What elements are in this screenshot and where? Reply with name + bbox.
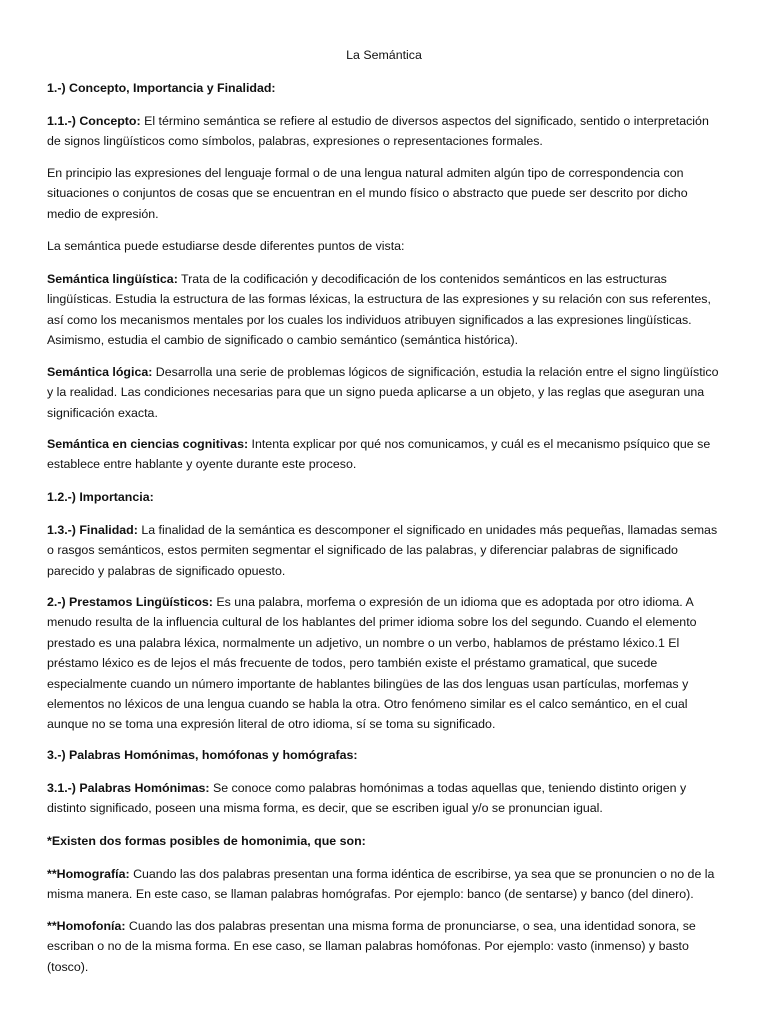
paragraph-finalidad: 1.3.-) Finalidad: La finalidad de la semántica es descomponer el significado en unidades más pequeñas, llamadas semas o rasgos semánticos, estos permiten segmentar el significado de las palabras, y diferenciar palabras de significado parecido y palabras de significado opuesto.	[47, 523, 718, 578]
paragraph-palabras-homonimas: 3.1.-) Palabras Homónimas: Se conoce como palabras homónimas a todas aquellas que, teniendo distinto origen y distinto significado, poseen una misma forma, es decir, que se escriben igual y/o se pronuncian igual.	[47, 781, 687, 816]
paragraph-semantica-logica: Semántica lógica: Desarrolla una serie de problemas lógicos de significación, estudia la relación entre el signo lingüístico y la realidad. Las condiciones necesarias para que un signo pueda aplicarse a un objeto, y las reglas que aseguran una significación exacta.	[47, 365, 719, 420]
heading-concepto-importancia-finalidad: 1.-) Concepto, Importancia y Finalidad:	[47, 81, 276, 95]
paragraph-semantica-linguistica: Semántica lingüística: Trata de la codificación y decodificación de los contenidos semánticos en las estructuras lingüísticas. Estudia la estructura de las formas léxicas, la estructura de las expresiones y su relación con sus referentes, así como los mecanismos mentales por los cuales los individuos atribuyen significados a las expresiones lingüísticas. Asimismo, estudia el cambio de significado o cambio semántico (semántica histórica).	[47, 272, 711, 348]
paragraph-prestamos-linguisticos: 2.-) Prestamos Lingüísticos: Es una palabra, morfema o expresión de un idioma que es adoptada por otro idioma. A menudo resulta de la influencia cultural de los hablantes del primer idioma sobre los del segundo. Cuando el elemento prestado es una palabra léxica, normalmente un adjetivo, un nombre o un verbo, hablamos de préstamo léxico.1 El préstamo léxico es de lejos el más frecuente de todos, pero también existe el préstamo gramatical, que sucede especialmente cuando un número importante de hablantes bilingües de las dos lenguas usan partículas, morfemas y elementos no léxicos de una lengua cuando se habla la otra. Otro fenómeno similar es el calco semántico, en el cual aunque no se toma una expresión literal de otro idioma, sí se toma su significado.	[47, 595, 697, 732]
heading-importancia: 1.2.-) Importancia:	[47, 490, 154, 504]
paragraph-principio: En principio las expresiones del lenguaje formal o de una lengua natural admiten algún tipo de correspondencia con situaciones o conjuntos de cosas que se encuentran en el mundo físico o abstracto que puede ser descrito por dicho medio de expresión.	[47, 166, 688, 221]
paragraph-semantica-cognitivas: Semántica en ciencias cognitivas: Intenta explicar por qué nos comunicamos, y cuál es el mecanismo psíquico que se establece entre hablante y oyente durante este proceso.	[47, 437, 711, 472]
paragraph-homografia: **Homografía: Cuando las dos palabras presentan una forma idéntica de escribirse, ya sea que se pronuncien o no de la misma manera. En este caso, se llaman palabras homógrafas. Por ejemplo: banco (de sentarse) y banco (del dinero).	[47, 867, 715, 902]
paragraph-concepto: 1.1.-) Concepto: El término semántica se refiere al estudio de diversos aspectos del significado, sentido o interpretación de signos lingüísticos como símbolos, palabras, expresiones o representaciones formales.	[47, 114, 709, 149]
paragraph-homofonia: **Homofonía: Cuando las dos palabras presentan una misma forma de pronunciarse, o sea, una identidad sonora, se escriban o no de la misma forma. En ese caso, se llaman palabras homófonas. Por ejemplo: vasto (inmenso) y basto (tosco).	[47, 919, 696, 974]
document-title: La Semántica	[346, 48, 422, 62]
heading-palabras-homonimas: 3.-) Palabras Homónimas, homófonas y homógrafas:	[47, 748, 358, 762]
paragraph-puntos-de-vista: La semántica puede estudiarse desde diferentes puntos de vista:	[47, 239, 405, 253]
heading-formas-homonimia: *Existen dos formas posibles de homonimia, que son:	[47, 834, 366, 848]
